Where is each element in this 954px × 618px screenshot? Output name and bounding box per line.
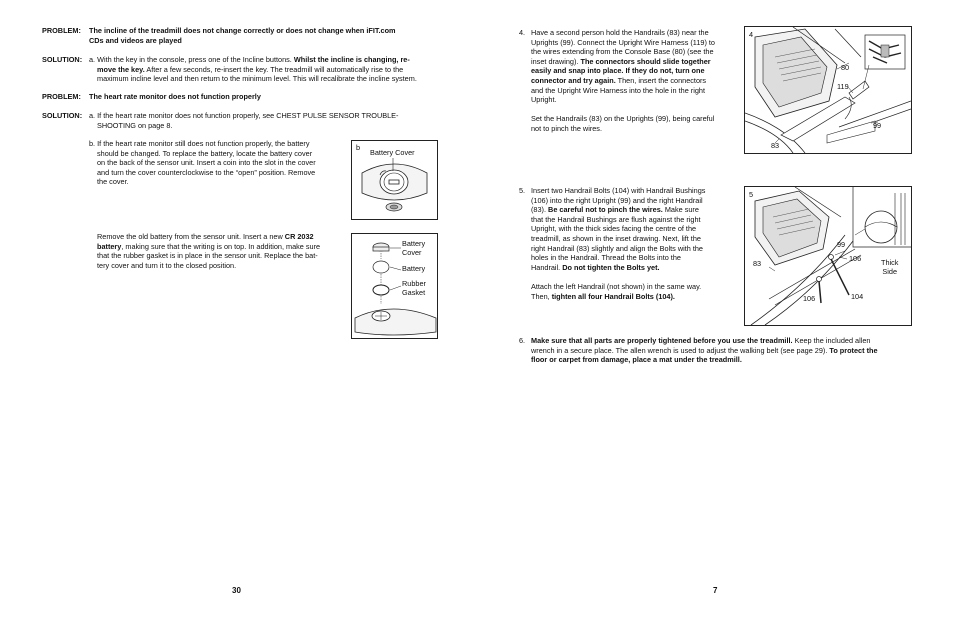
step4-line: Have a second person hold the Handrails (83) near the <box>531 28 709 37</box>
step6-number: 6. <box>519 336 526 345</box>
step4-line: Uprights (99). Connect the Upright Wire Harness (119) to <box>531 37 715 47</box>
step5-line: holes in the Handrail. Thread the Bolts into the <box>531 253 681 263</box>
problem1-line2: CDs and videos are played <box>89 35 182 45</box>
sensor-unit-drawing <box>352 141 437 219</box>
figure-b-letter: b <box>356 143 361 152</box>
battery-line2: , making sure that the writing is on top. In addition, make sure <box>121 241 321 251</box>
step5-bold: Do not tighten the Bolts yet. <box>562 262 660 272</box>
step6-line: Keep the included allen <box>794 336 871 345</box>
problem1-line1: The incline of the treadmill does not change correctly or does not change when iFIT.com <box>89 26 396 35</box>
label-side: Side <box>882 266 898 276</box>
step5-line: right Handrail (83) slightly and align the Bolts with the <box>531 243 703 253</box>
problem1-label: PROBLEM: <box>42 26 81 35</box>
figure-5-drawing <box>745 187 911 325</box>
figure-battery-replacement <box>351 233 438 339</box>
solution2-b-line: should be changed. To replace the battery, locate the battery cover <box>97 148 313 158</box>
step4-p2-line: not to pinch the wires. <box>531 123 602 133</box>
solution2-b-text <box>89 139 349 187</box>
left-page-number: 30 <box>232 586 241 595</box>
label-rubber-gasket <box>402 280 426 297</box>
label-battery-cover-line2: Cover <box>402 247 422 257</box>
solution1-a-line2-rest: After a few seconds, re-insert the key. The treadmill will automatically rise to the <box>146 64 404 74</box>
battery-instructions <box>97 232 347 270</box>
battery-line1: Remove the old battery from the sensor unit. Insert a new <box>97 232 283 241</box>
step6-bold: floor or carpet from damage, place a mat under the treadmill. <box>531 355 742 365</box>
solution1-text <box>89 55 449 84</box>
label-99: 99 <box>837 240 846 249</box>
label-gasket: Gasket <box>402 287 426 297</box>
step5-p2-line: Attach the left Handrail (not shown) in the same way. <box>531 281 702 291</box>
step5-line: treadmill, as shown in the inset drawing. Next, lift the <box>531 233 701 243</box>
figure-5-handrail-bolts <box>744 186 912 326</box>
solution1-a-bold: Whilst the incline is changing, re- <box>293 55 410 64</box>
figure-4-drawing <box>745 27 911 153</box>
step6-bold: To protect the <box>829 345 878 355</box>
figure-b-label: Battery Cover <box>370 148 415 157</box>
solution1-a-prefix: a. With the key in the console, press one of the Incline buttons. <box>89 55 292 64</box>
step5-line: Upright, with the thick sides facing the centre of the <box>531 224 697 234</box>
step6-line: wrench in a secure place. The allen wrench is used to adjust the walking belt (see page 29). <box>531 345 828 355</box>
figure-b-battery-cover <box>351 140 438 220</box>
step4-text <box>531 28 741 134</box>
label-battery: Battery <box>402 264 426 273</box>
solution2-b-line: on the back of the sensor unit. Insert a coin into the slot in the cover <box>97 158 316 168</box>
label-battery-cover-line1: Battery <box>402 239 426 248</box>
label-thick-side <box>881 259 898 276</box>
solution2-b-line: and turn the cover counterclockwise to the “open” position. Remove <box>97 167 316 177</box>
step4-line: inset drawing). <box>531 56 579 66</box>
step4-p2-line: Set the Handrails (83) on the Uprights (99), being careful <box>531 114 715 124</box>
label-104: 104 <box>851 292 864 301</box>
battery-model-bold: CR 2032 <box>284 232 314 241</box>
solution1-a-line2-bold: move the key. <box>97 64 145 74</box>
label-99: 99 <box>873 121 882 130</box>
figure-4-handrail-wiring <box>744 26 912 154</box>
step5-line: Handrail. <box>531 262 561 272</box>
step5-line: Make sure <box>664 205 699 215</box>
problem2-label: PROBLEM: <box>42 92 81 101</box>
label-battery-cover <box>402 240 425 257</box>
solution2-a-line2: SHOOTING on page 8. <box>97 120 173 130</box>
label-thick: Thick <box>881 258 899 267</box>
step5-line: Insert two Handrail Bolts (104) with Handrail Bushings <box>531 186 706 195</box>
step5-p2-line: Then, <box>531 291 550 301</box>
step5-p2-bold: tighten all four Handrail Bolts (104). <box>551 291 675 301</box>
figure-5-number: 5 <box>749 190 754 199</box>
step6-bold: Make sure that all parts are properly tightened before you use the treadmill. <box>531 336 793 345</box>
solution2-a-text <box>89 111 449 130</box>
step5-line: (83). <box>531 205 547 215</box>
solution1-label: SOLUTION: <box>42 55 83 64</box>
right-page-number: 7 <box>713 586 718 595</box>
step4-bold: The connectors should slide together <box>580 56 711 66</box>
step6-text <box>531 336 921 365</box>
battery-word-bold: battery <box>97 241 122 251</box>
solution2-label: SOLUTION: <box>42 111 83 120</box>
problem2-text: The heart rate monitor does not function properly <box>89 92 261 101</box>
solution2-b-line: the cover. <box>97 177 129 187</box>
label-83: 83 <box>753 259 762 268</box>
solution2-b-line: b. If the heart rate monitor still does not function properly, the battery <box>89 139 310 148</box>
battery-line4: tery cover and turn it to the closed position. <box>97 260 237 270</box>
step4-line: the wires extending from the Console Base (80) (see the <box>531 47 714 57</box>
solution2-a-line1: a. If the heart rate monitor does not function properly, see CHEST PULSE SENSOR TROUBLE- <box>89 111 399 120</box>
step5-text <box>531 186 741 301</box>
figure-4-number: 4 <box>749 30 754 39</box>
label-80: 80 <box>841 63 850 72</box>
label-83: 83 <box>771 141 780 150</box>
step4-line: and the Upright Wire Harness into the hole in the right <box>531 85 706 95</box>
label-106-top: 106 <box>849 254 862 263</box>
step4-line: Then, insert the connectors <box>617 75 707 85</box>
problem1-text <box>89 26 449 45</box>
battery-line3: that the rubber gasket is in place in the sensor unit. Replace the bat- <box>97 251 318 261</box>
step4-number: 4. <box>519 28 526 37</box>
solution1-a-line3: maximum incline level and then return to the minimum level. This will recalibrate the incline system. <box>97 74 417 84</box>
label-119: 119 <box>837 82 849 91</box>
step4-bold: connector and try again. <box>531 75 616 85</box>
label-rubber: Rubber <box>402 279 426 288</box>
step5-number: 5. <box>519 186 526 195</box>
step5-bold: Be careful not to pinch the wires. <box>548 205 663 215</box>
step4-line: Upright. <box>531 95 557 105</box>
step5-line: that the Handrail Bushings are flush against the right <box>531 214 701 224</box>
label-106-bottom: 106 <box>803 294 816 303</box>
step4-bold: easily and snap into place. If they do not, turn one <box>531 66 705 76</box>
step5-line: (106) into the right Upright (99) and the right Handrail <box>531 195 703 205</box>
